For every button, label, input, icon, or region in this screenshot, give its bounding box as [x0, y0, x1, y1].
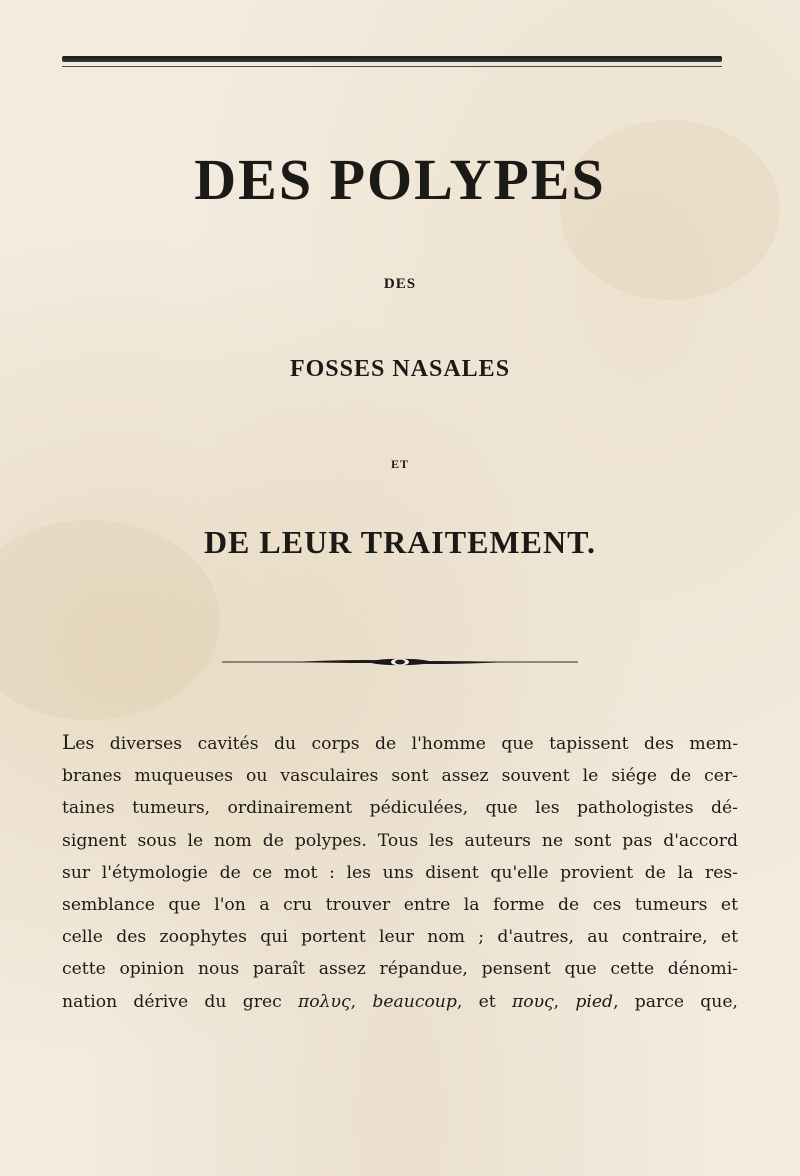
text-line: signent sous le nom de polypes. Tous les auteurs ne sont pas d'accord	[62, 830, 738, 851]
title-et: ET	[390, 457, 409, 471]
text-line: semblance que l'on a cru trouver entre la forme de ces tumeurs et	[62, 895, 738, 916]
italic-gloss: pied	[575, 991, 614, 1012]
body-paragraph	[62, 726, 738, 1018]
header-rule	[62, 56, 722, 62]
text-line: taines tumeurs, ordinairement pédiculées, que les pathologistes dé-	[62, 798, 738, 819]
title-traitement: DE LEUR TRAITEMENT.	[203, 524, 597, 560]
greek-word: πολυς	[298, 991, 351, 1012]
drop-cap: L	[62, 730, 76, 754]
text-line: cette opinion nous paraît assez répandue, pensent que cette dénomi-	[62, 959, 738, 980]
greek-word: πους	[511, 991, 554, 1012]
page-title: DES POLYPES	[194, 147, 606, 212]
title-fosses-nasales: FOSSES NASALES	[289, 356, 511, 382]
title-des: DES	[383, 276, 417, 292]
ornament-divider	[222, 658, 578, 666]
text-line: sur l'étymologie de ce mot : les uns disent qu'elle provient de la res-	[62, 862, 738, 883]
header-rule-thin	[62, 66, 722, 67]
text-line: celle des zoophytes qui portent leur nom ; d'autres, au contraire, et	[62, 927, 738, 948]
text-line-last: nation dérive du grec πολυς, beaucoup, et πους, pied, parce que,	[62, 991, 738, 1012]
text-line: Les diverses cavités du corps de l'homme que tapissent des mem-	[62, 730, 738, 754]
italic-gloss: beaucoup	[372, 991, 457, 1012]
text-line: branes muqueuses ou vasculaires sont assez souvent le siége de cer-	[62, 766, 738, 787]
